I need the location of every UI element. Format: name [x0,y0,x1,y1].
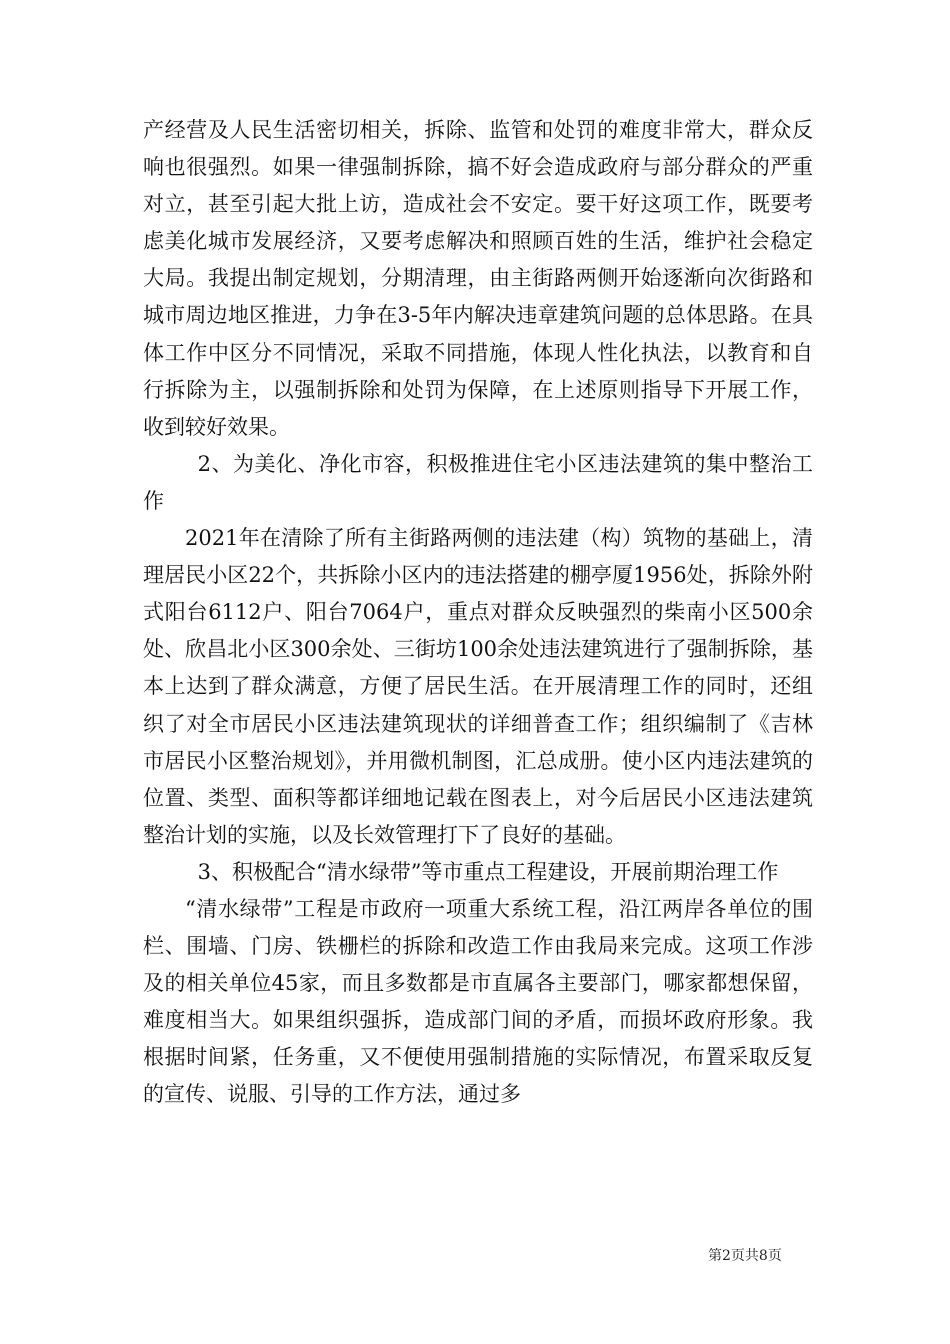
paragraph-continuation: 产经营及人民生活密切相关，拆除、监管和处罚的难度非常大，群众反响也很强烈。如果一律强制拆除，搞不好会造成政府与部分群众的严重对立，甚至引起大批上访，造成社会不安定。要干好这项工作，既要考虑美化城市发展经济，又要考虑解决和照顾百姓的生活，维护社会稳定大局。我提出制定规划，分期清理，由主街路两侧开始逐渐向次街路和城市周边地区推进，力争在3-5年内解决违章建筑问题的总体思路。在具体工作中区分不同情况，采取不同措施，体现人性化执法，以教育和自行拆除为主，以强制拆除和处罚为保障，在上述原则指导下开展工作，收到较好效果。 [143,118,813,439]
section-heading-2: 2、为美化、净化市容，积极推进住宅小区违法建筑的集中整治工作 [143,451,813,513]
page-number-footer: 第2页共8页 [708,1248,782,1264]
paragraph-section-2-body: 2021年在清除了所有主街路两侧的违法建（构）筑物的基础上，清理居民小区22个，共拆除小区内的违法搭建的棚亭厦1956处，拆除外附式阳台6112户、阳台7064户，重点对群众反映强烈的柴南小区500余处、欣昌北小区300余处、三街坊100余处违法建筑进行了强制拆除，基本上达到了群众满意，方便了居民生活。在开展清理工作的同时，还组织了对全市居民小区违法建筑现状的详细普查工作；组织编制了《吉林市居民小区整治规划》，并用微机制图，汇总成册。使小区内违法建筑的位置、类型、面积等都详细地记载在图表上，对今后居民小区违法建筑整治计划的实施，以及长效管理打下了良好的基础。 [143,526,813,847]
paragraph-section-3-body: “清水绿带”工程是市政府一项重大系统工程，沿江两岸各单位的围栏、围墙、门房、铁栅栏的拆除和改造工作由我局来完成。这项工作涉及的相关单位45家，而且多数都是市直属各主要部门，哪家都想保留，难度相当大。如果组织强拆，造成部门间的矛盾，而损坏政府形象。我根据时间紧，任务重，又不便使用强制措施的实际情况，布置采取反复的宣传、说服、引导的工作方法，通过多 [143,896,813,1107]
section-heading-3: 3、积极配合“清水绿带”等市重点工程建设，开展前期治理工作 [197,859,779,884]
document-body [143,112,813,1114]
